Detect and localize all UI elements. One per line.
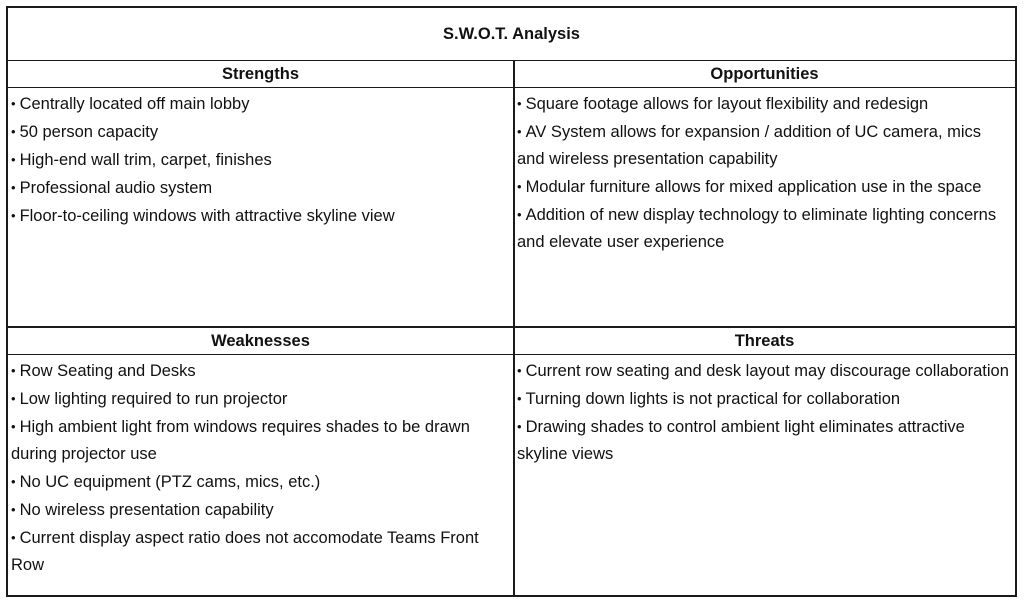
- list-item: [11, 146, 510, 174]
- weaknesses-cell: [8, 355, 513, 595]
- bullet-icon: •: [11, 208, 16, 223]
- list-item: [517, 385, 1012, 413]
- list-item-text: High-end wall trim, carpet, finishes: [19, 151, 272, 169]
- list-item-text: Addition of new display technology to eliminate lighting concerns and elevate user experience: [517, 206, 997, 251]
- bullet-icon: •: [11, 363, 16, 378]
- list-item: [11, 496, 510, 524]
- bullet-icon: •: [11, 502, 16, 517]
- bullet-icon: •: [11, 391, 16, 406]
- threats-heading: Threats: [514, 328, 1015, 355]
- list-item: [11, 118, 510, 146]
- bullet-icon: •: [11, 124, 16, 139]
- list-item-text: AV System allows for expansion / addition of UC camera, mics and wireless presentation capability: [517, 123, 982, 168]
- list-item: [517, 201, 1012, 256]
- weaknesses-list: [11, 357, 510, 579]
- bullet-icon: •: [517, 179, 522, 194]
- list-item: [11, 468, 510, 496]
- bullet-icon: •: [11, 96, 16, 111]
- list-item-text: No wireless presentation capability: [19, 501, 274, 519]
- list-item: [517, 90, 1012, 118]
- list-item: [11, 413, 510, 468]
- list-item-text: Turning down lights is not practical for collaboration: [525, 390, 901, 408]
- list-item-text: Floor-to-ceiling windows with attractive skyline view: [19, 207, 395, 225]
- list-item-text: Square footage allows for layout flexibility and redesign: [525, 95, 929, 113]
- list-item-text: Modular furniture allows for mixed application use in the space: [525, 178, 982, 196]
- list-item: [517, 118, 1012, 173]
- list-item-text: High ambient light from windows requires shades to be drawn during projector use: [11, 418, 470, 463]
- list-item-text: 50 person capacity: [19, 123, 159, 141]
- list-item-text: Centrally located off main lobby: [19, 95, 250, 113]
- weaknesses-heading: Weaknesses: [8, 328, 513, 355]
- swot-table: [6, 6, 1017, 597]
- list-item-text: Drawing shades to control ambient light eliminates attractive skyline views: [517, 418, 965, 463]
- list-item: [11, 524, 510, 579]
- list-item: [517, 357, 1012, 385]
- bullet-icon: •: [11, 419, 16, 434]
- opportunities-heading: Opportunities: [514, 61, 1015, 88]
- list-item: [11, 357, 510, 385]
- bullet-icon: •: [11, 474, 16, 489]
- bullet-icon: •: [517, 96, 522, 111]
- quadrant-divider-vertical: [513, 61, 515, 597]
- bullet-icon: •: [517, 391, 522, 406]
- bullet-icon: •: [11, 530, 16, 545]
- bullet-icon: •: [11, 180, 16, 195]
- list-item: [11, 385, 510, 413]
- list-item: [11, 174, 510, 202]
- list-item: [517, 173, 1012, 201]
- opportunities-cell: [514, 88, 1015, 326]
- list-item-text: Current display aspect ratio does not accomodate Teams Front Row: [11, 529, 479, 574]
- list-item-text: No UC equipment (PTZ cams, mics, etc.): [19, 473, 321, 491]
- list-item-text: Low lighting required to run projector: [19, 390, 288, 408]
- list-item-text: Current row seating and desk layout may discourage collaboration: [525, 362, 1009, 380]
- strengths-cell: [8, 88, 513, 326]
- bullet-icon: •: [11, 152, 16, 167]
- opportunities-list: [517, 90, 1012, 256]
- list-item: [11, 202, 510, 230]
- list-item-text: Row Seating and Desks: [19, 362, 196, 380]
- strengths-heading: Strengths: [8, 61, 513, 88]
- bullet-icon: •: [517, 419, 522, 434]
- strengths-list: [11, 90, 510, 230]
- bullet-icon: •: [517, 363, 522, 378]
- list-item: [517, 413, 1012, 468]
- bullet-icon: •: [517, 124, 522, 139]
- threats-cell: [514, 355, 1015, 595]
- list-item: [11, 90, 510, 118]
- threats-list: [517, 357, 1012, 468]
- list-item-text: Professional audio system: [19, 179, 213, 197]
- bullet-icon: •: [517, 207, 522, 222]
- swot-title: S.W.O.T. Analysis: [8, 8, 1015, 61]
